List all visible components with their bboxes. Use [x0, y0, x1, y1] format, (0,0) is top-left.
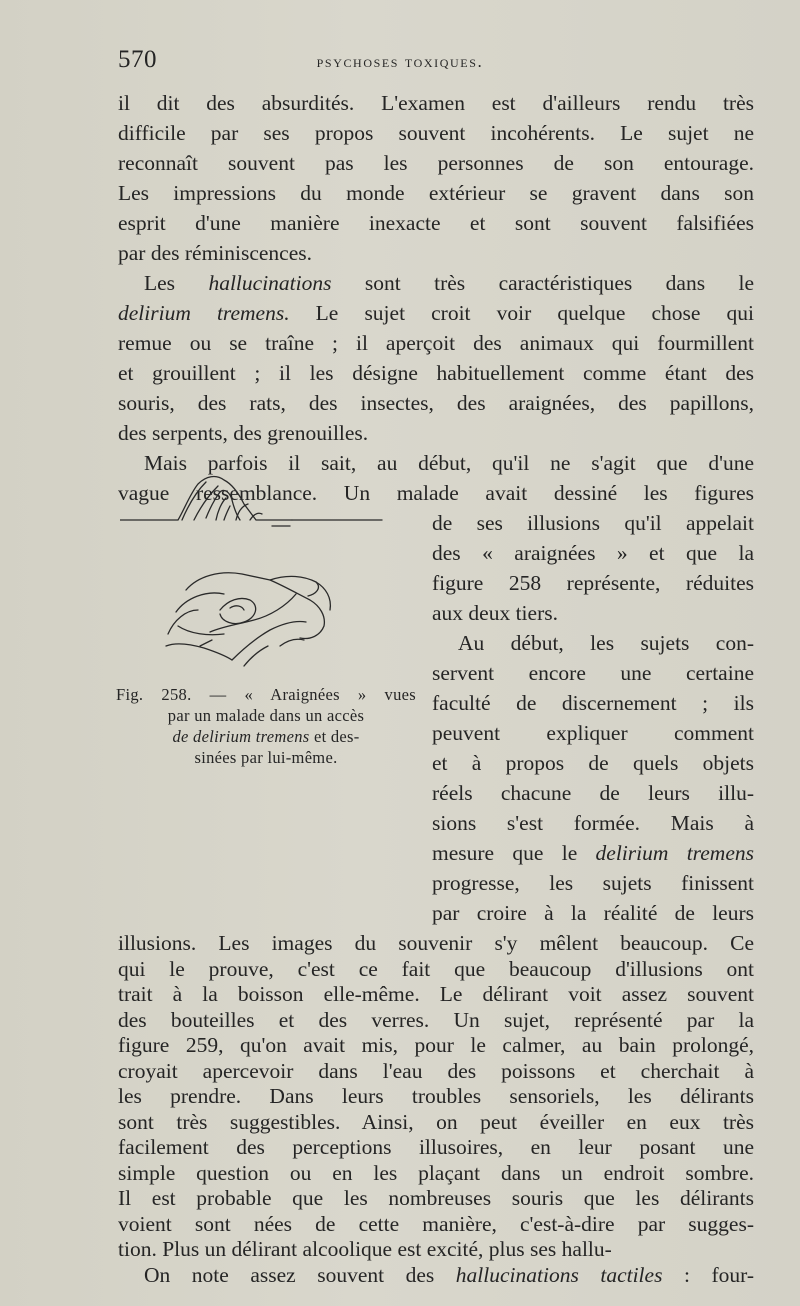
- running-title: psychoses toxiques.: [316, 52, 484, 71]
- spider-drawing-figure: [120, 470, 412, 685]
- text-line: et grouillent ; il les désigne habituellement comme étant des: [118, 361, 754, 385]
- text-line: servent encore une certaine: [432, 661, 754, 685]
- text-line: sions s'est formée. Mais à: [432, 811, 754, 835]
- text-line: Au début, les sujets con-: [458, 631, 754, 655]
- text-line: par des réminiscences.: [118, 241, 313, 265]
- text-line: vague ressemblance. Un malade avait dessiné les figures: [118, 481, 754, 505]
- text-line: voient sont nées de cette manière, c'est-à-dire par sugges-: [118, 1211, 754, 1236]
- text-line: et à propos de quels objets: [432, 751, 754, 775]
- text-line: des bouteilles et des verres. Un sujet, représenté par la: [118, 1007, 754, 1032]
- text-line: simple question ou en les plaçant dans un endroit sombre.: [118, 1160, 754, 1185]
- text-line: On note assez souvent des hallucinations tactiles : four-: [144, 1262, 754, 1287]
- caption-line: sinées par lui-même.: [194, 748, 338, 767]
- caption-line: de delirium tremens et des-: [172, 727, 360, 746]
- text-line: des « araignées » et que la: [432, 541, 754, 565]
- text-line: aux deux tiers.: [432, 601, 558, 625]
- text-line: réels chacune de leurs illu-: [432, 781, 754, 805]
- text-line: de ses illusions qu'il appelait: [432, 511, 754, 535]
- text-line: par croire à la réalité de leurs: [432, 901, 754, 925]
- text-line: Les hallucinations sont très caractéristiques dans le: [144, 271, 755, 295]
- text-line: difficile par ses propos souvent incohérents. Le sujet ne: [118, 121, 754, 145]
- text-line: tion. Plus un délirant alcoolique est excité, plus ses hallu-: [118, 1237, 612, 1261]
- page-number: 570: [118, 46, 157, 73]
- text-line: sont très suggestibles. Ainsi, on peut éveiller en eux très: [118, 1109, 754, 1134]
- text-line: il dit des absurdités. L'examen est d'ailleurs rendu très: [118, 91, 754, 115]
- text-line: trait à la boisson elle-même. Le délirant voit assez souvent: [118, 982, 754, 1006]
- text-line: Mais parfois il sait, au début, qu'il ne s'agit que d'une: [144, 451, 754, 475]
- text-line: delirium tremens. Le sujet croit voir quelque chose qui: [118, 301, 754, 325]
- text-line: Les impressions du monde extérieur se gravent dans son: [118, 181, 754, 205]
- text-line: mesure que le delirium tremens: [432, 841, 754, 865]
- text-line: progresse, les sujets finissent: [432, 871, 754, 895]
- text-line: facilement des perceptions illusoires, en leur posant une: [118, 1135, 754, 1159]
- text-line: des serpents, des grenouilles.: [118, 421, 369, 445]
- caption-line: Fig. 258. — « Araignées » vues: [116, 685, 416, 704]
- text-line: qui le prouve, c'est ce fait que beaucoup d'illusions ont: [118, 956, 754, 981]
- text-line: reconnaît souvent pas les personnes de son entourage.: [118, 151, 754, 175]
- text-line: figure 259, qu'on avait mis, pour le calmer, au bain prolongé,: [118, 1033, 754, 1057]
- figure-caption: [116, 684, 416, 768]
- text-line: remue ou se traîne ; il aperçoit des animaux qui fourmillent: [118, 331, 754, 355]
- text-line: croyait apercevoir dans l'eau des poissons et cherchait à: [118, 1058, 754, 1083]
- text-line: Il est probable que les nombreuses souris que les délirants: [118, 1186, 754, 1210]
- text-line: les prendre. Dans leurs troubles sensoriels, les délirants: [118, 1084, 754, 1108]
- text-line: illusions. Les images du souvenir s'y mêlent beaucoup. Ce: [118, 931, 754, 955]
- text-line: figure 258 représente, réduites: [432, 571, 754, 595]
- text-line: souris, des rats, des insectes, des araignées, des papillons,: [118, 391, 754, 415]
- text-line: peuvent expliquer comment: [432, 721, 754, 745]
- caption-line: par un malade dans un accès: [167, 706, 365, 725]
- text-line: faculté de discernement ; ils: [432, 691, 754, 715]
- text-line: esprit d'une manière inexacte et sont souvent falsifiées: [118, 211, 754, 235]
